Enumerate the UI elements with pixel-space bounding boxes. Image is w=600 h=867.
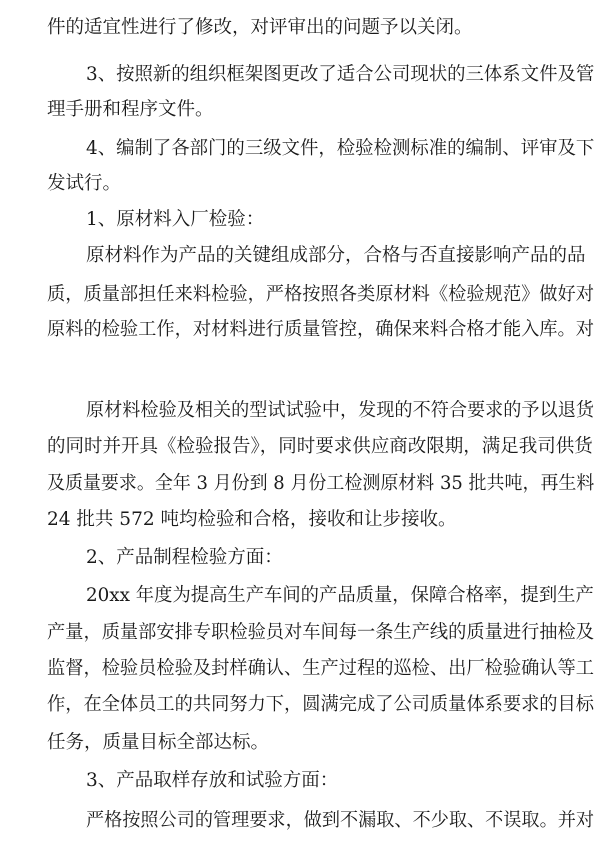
text-line: 4、编制了各部门的三级文件，检验检测标准的编制、评审及下 [86, 138, 595, 159]
text-line: 原材料检验及相关的型试试验中，发现的不符合要求的予以退货 [86, 400, 595, 421]
text-line: 作，在全体员工的共同努力下，圆满完成了公司质量体系要求的目标 [47, 694, 595, 715]
text-line: 原料的检验工作，对材料进行质量管控，确保来料合格才能入库。对 [47, 319, 595, 340]
section-heading: 2、产品制程检验方面： [86, 547, 283, 568]
text-line: 24 批共 572 吨均检验和合格，接收和让步接收。 [47, 509, 457, 530]
text-line: 严格按照公司的管理要求，做到不漏取、不少取、不误取。并对 [86, 810, 595, 831]
section-heading: 3、产品取样存放和试验方面： [86, 770, 339, 791]
text-line: 发试行。 [47, 173, 122, 194]
text-line: 监督，检验员检验及封样确认、生产过程的巡检、出厂检验确认等工 [47, 658, 595, 679]
text-line: 产量，质量部安排专职检验员对车间每一条生产线的质量进行抽检及 [47, 622, 595, 643]
text-line: 质，质量部担任来料检验，严格按照各类原材料《检验规范》做好对 [47, 284, 595, 305]
text-line: 原材料作为产品的关键组成部分，合格与否直接影响产品的品 [86, 245, 586, 266]
text-line: 任务，质量目标全部达标。 [47, 732, 270, 753]
text-line: 20xx 年度为提高生产车间的产品质量，保障合格率，提到生产 [86, 585, 594, 606]
section-heading: 1、原材料入厂检验： [86, 209, 265, 230]
text-line: 3、按照新的组织框架图更改了适合公司现状的三体系文件及管 [86, 64, 595, 85]
text-line: 及质量要求。全年 3 月份到 8 月份工检测原材料 35 批共吨，再生料 [47, 473, 595, 494]
text-line: 的同时并开具《检验报告》，同时要求供应商改限期，满足我司供货 [47, 436, 593, 457]
text-line: 理手册和程序文件。 [47, 99, 214, 120]
text-line: 件的适宜性进行了修改，对评审出的问题予以关闭。 [47, 17, 473, 38]
